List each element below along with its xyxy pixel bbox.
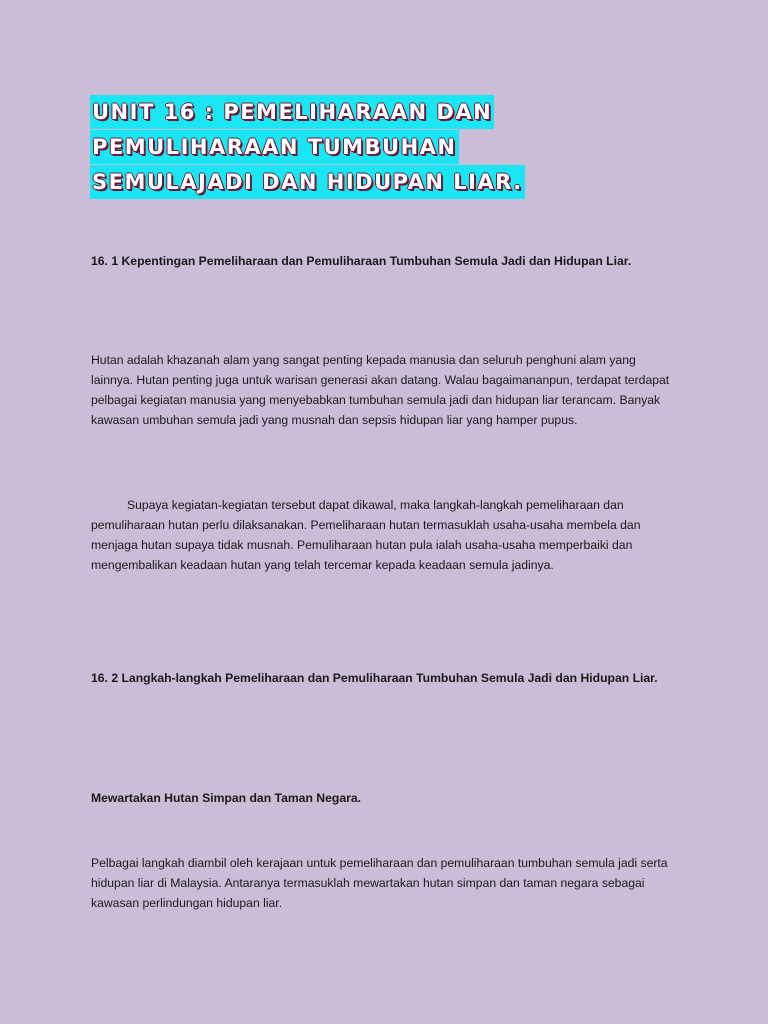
title-line-3: SEMULAJADI DAN HIDUPAN LIAR. [90, 165, 525, 199]
section-1-paragraph-2-text: Supaya kegiatan-kegiatan tersebut dapat dikawal, maka langkah-langkah pemeliharaan dan pemuliharaan hutan perlu dilaksanakan. Pemeliharaan hutan termasuklah usaha-usaha membela dan menjaga hutan supaya tidak musnah. Pemuliharaan hutan pula ialah usaha-usaha memperbaiki dan mengembalikan keadaan hutan yang telah tercemar kepada keadaan semula jadinya. [91, 498, 641, 572]
section-1-heading: 16. 1 Kepentingan Pemeliharaan dan Pemuliharaan Tumbuhan Semula Jadi dan Hidupan Liar. [91, 254, 632, 268]
section-1-paragraph-2 [91, 495, 671, 575]
title-line-2: PEMULIHARAAN TUMBUHAN [90, 130, 459, 164]
section-2-subheading: Mewartakan Hutan Simpan dan Taman Negara. [91, 791, 361, 805]
title-line-1: UNIT 16 : PEMELIHARAAN DAN [90, 95, 494, 129]
document-title [90, 95, 650, 200]
section-2-heading: 16. 2 Langkah-langkah Pemeliharaan dan Pemuliharaan Tumbuhan Semula Jadi dan Hidupan Liar. [91, 671, 658, 685]
section-1-paragraph-1: Hutan adalah khazanah alam yang sangat penting kepada manusia dan seluruh penghuni alam yang lainnya. Hutan penting juga untuk warisan generasi akan datang. Walau bagaimananpun, terdapat terdapat pelbagai kegiatan manusia yang menyebabkan tumbuhan semula jadi dan hidupan liar terancam. Banyak kawasan umbuhan semula jadi yang musnah dan sepsis hidupan liar yang hamper pupus. [91, 353, 670, 427]
section-2-paragraph-1: Pelbagai langkah diambil oleh kerajaan untuk pemeliharaan dan pemuliharaan tumbuhan semula jadi serta hidupan liar di Malaysia. Antaranya termasuklah mewartakan hutan simpan dan taman negara sebagai kawasan perlindungan hidupan liar. [91, 856, 668, 910]
